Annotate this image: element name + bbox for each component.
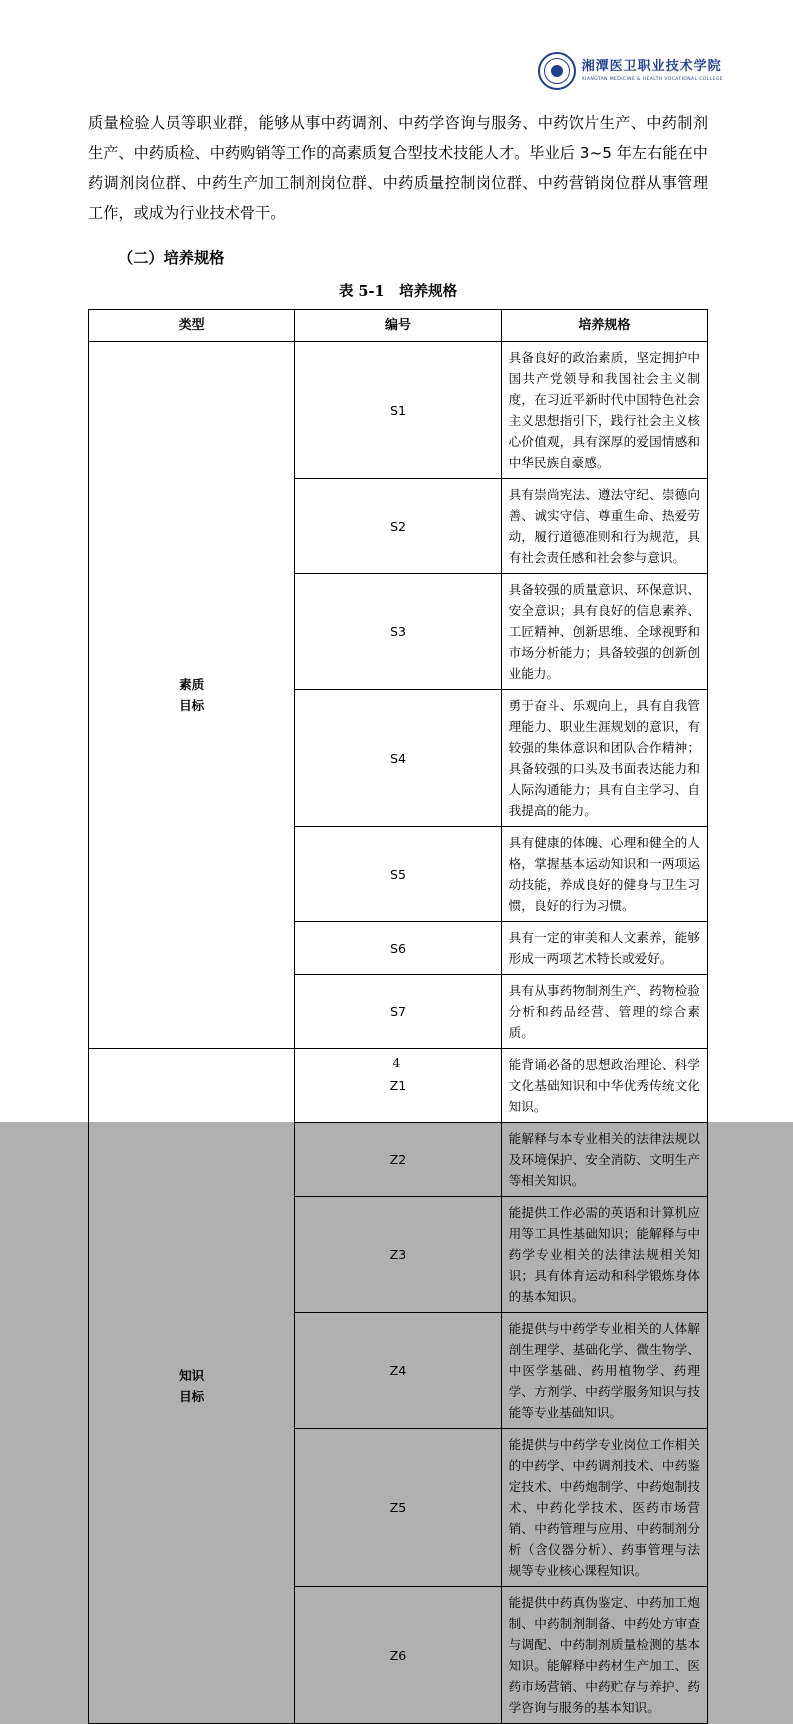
table-header-desc: 培养规格	[501, 310, 707, 342]
row-code: Z3	[295, 1197, 501, 1313]
college-name-cn: 湘潭医卫职业技术学院	[581, 59, 722, 75]
row-code: Z4	[295, 1313, 501, 1429]
page-number: 4	[392, 1056, 401, 1070]
college-logo-text	[582, 60, 723, 81]
table-body	[89, 342, 708, 1724]
college-seal-icon	[538, 52, 576, 90]
row-code: S5	[295, 827, 501, 922]
row-code: Z2	[295, 1123, 501, 1197]
row-desc: 具备良好的政治素质，坚定拥护中国共产党领导和我国社会主义制度，在习近平新时代中国特色社会主义思想指引下，践行社会主义核心价值观，具有深厚的爱国情感和中华民族自豪感。	[501, 342, 707, 479]
group-type-quality: 素质 目标	[89, 342, 295, 1049]
row-desc: 具有一定的审美和人文素养，能够形成一两项艺术特长或爱好。	[501, 922, 707, 975]
row-desc: 能提供中药真伪鉴定、中药加工炮制、中药制剂制备、中药处方审查与调配、中药制剂质量检测的基本知识。能解释中药材生产加工、医药市场营销、中药贮存与养护、药学咨询与服务的基本知识。	[501, 1587, 707, 1724]
college-name-en: XIANGTAN MEDICINE & HEALTH VOCATIONAL COLLEGE	[581, 76, 723, 82]
row-code: S6	[295, 922, 501, 975]
table-header-row	[89, 310, 708, 342]
row-desc: 能提供与中药学专业岗位工作相关的中药学、中药调剂技术、中药鉴定技术、中药炮制学、中药炮制技术、中药化学技术、医药市场营销、中药管理与应用、中药制剂分析（含仪器分析）、药事管理与法规等专业核心课程知识。	[501, 1429, 707, 1587]
row-code: S4	[295, 690, 501, 827]
row-desc: 能提供与中药学专业相关的人体解剖生理学、基础化学、微生物学、中医学基础、药用植物学、药理学、方剂学、中药学服务知识与技能等专业基础知识。	[501, 1313, 707, 1429]
group-type-knowledge: 知识 目标	[89, 1049, 295, 1724]
college-logo	[538, 52, 723, 90]
row-desc: 能提供工作必需的英语和计算机应用等工具性基础知识；能解释与中药学专业相关的法律法规相关知识；具有体育运动和科学锻炼身体的基本知识。	[501, 1197, 707, 1313]
row-code: S3	[295, 574, 501, 690]
training-spec-table	[88, 309, 708, 1724]
row-code: S1	[295, 342, 501, 479]
body-paragraph: 质量检验人员等职业群，能够从事中药调剂、中药学咨询与服务、中药饮片生产、中药制剂生产、中药质检、中药购销等工作的高素质复合型技术技能人才。毕业后 3~5 年左右能在中药调剂岗位群、中药生产加工制剂岗位群、中药质量控制岗位群、中药营销岗位群从事管理工作，或成为行业技术骨干。	[88, 114, 708, 222]
row-code: S2	[295, 479, 501, 574]
row-code: S7	[295, 975, 501, 1049]
row-desc: 具有崇尚宪法、遵法守纪、崇德向善、诚实守信、尊重生命、热爱劳动，履行道德准则和行为规范，具有社会责任感和社会参与意识。	[501, 479, 707, 574]
row-desc: 具有健康的体魄、心理和健全的人格，掌握基本运动知识和一两项运动技能，养成良好的健身与卫生习惯，良好的行为习惯。	[501, 827, 707, 922]
row-desc: 能解释与本专业相关的法律法规以及环境保护、安全消防、文明生产等相关知识。	[501, 1123, 707, 1197]
table-header-type: 类型	[89, 310, 295, 342]
table-header-code: 编号	[295, 310, 501, 342]
row-code: Z1	[295, 1049, 501, 1123]
row-code: Z6	[295, 1587, 501, 1724]
table-row	[89, 342, 708, 479]
row-desc: 具有从事药物制剂生产、药物检验分析和药品经营、管理的综合素质。	[501, 975, 707, 1049]
document-content	[88, 108, 708, 1724]
row-desc: 具备较强的质量意识、环保意识、安全意识；具有良好的信息素养、工匠精神、创新思维、全球视野和市场分析能力；具备较强的创新创业能力。	[501, 574, 707, 690]
table-caption: 表 5-1 培养规格	[338, 283, 458, 300]
row-desc: 能背诵必备的思想政治理论、科学文化基础知识和中华优秀传统文化知识。	[501, 1049, 707, 1123]
row-code: Z5	[295, 1429, 501, 1587]
row-desc: 勇于奋斗、乐观向上，具有自我管理能力、职业生涯规划的意识，有较强的集体意识和团队合作精神；具备较强的口头及书面表达能力和人际沟通能力；具有自主学习、自我提高的能力。	[501, 690, 707, 827]
section-heading: （二）培养规格	[118, 249, 225, 267]
